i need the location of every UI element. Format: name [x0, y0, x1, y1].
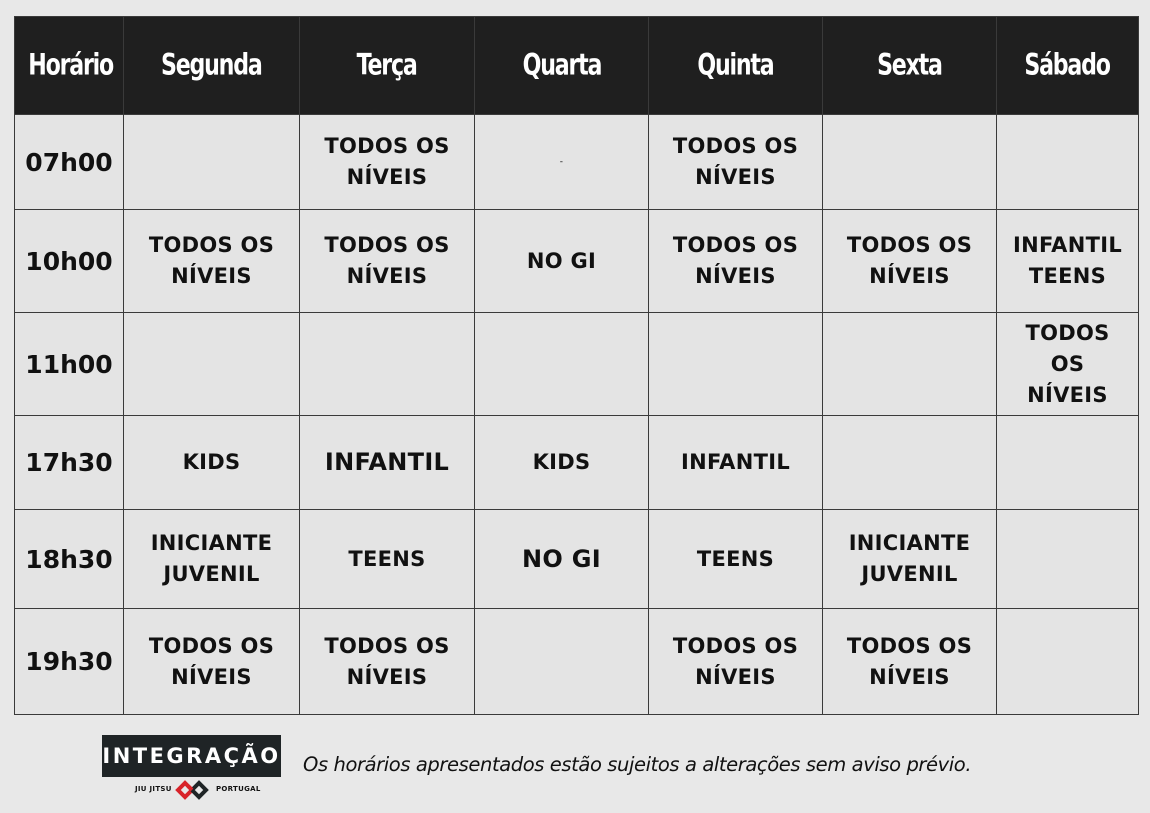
table-row: [15, 115, 1139, 210]
header-row: [15, 17, 1139, 115]
table-row: [15, 313, 1139, 416]
class-cell: TODOS OS NÍVEIS: [300, 210, 475, 313]
class-cell: TODOS OS NÍVEIS: [300, 609, 475, 715]
logo-knot-icon: [174, 778, 210, 802]
class-cell: [649, 313, 823, 416]
class-cell: TODOS OS NÍVEIS: [649, 609, 823, 715]
class-cell: INICIANTE JUVENIL: [823, 510, 997, 609]
time-cell: 11h00: [15, 313, 124, 416]
class-cell: TODOS OS NÍVEIS: [823, 210, 997, 313]
time-cell: 07h00: [15, 115, 124, 210]
class-cell: INFANTIL TEENS: [997, 210, 1139, 313]
class-cell: -: [475, 115, 649, 210]
schedule-disclaimer: Os horários apresentados estão sujeitos a alterações sem aviso prévio.: [303, 753, 972, 776]
class-cell: INICIANTE JUVENIL: [124, 510, 300, 609]
class-cell: [823, 115, 997, 210]
table-row: [15, 510, 1139, 609]
class-cell: NO GI: [475, 510, 649, 609]
class-cell: KIDS: [124, 416, 300, 510]
header-quarta: Quarta: [475, 17, 649, 115]
class-cell: TODOS OS NÍVEIS: [997, 313, 1139, 416]
class-cell: [997, 416, 1139, 510]
class-cell: [823, 416, 997, 510]
class-cell: [300, 313, 475, 416]
class-cell: TODOS OS NÍVEIS: [300, 115, 475, 210]
time-cell: 18h30: [15, 510, 124, 609]
class-cell: TODOS OS NÍVEIS: [124, 210, 300, 313]
logo-wordmark: INTEGRAÇÃO: [102, 735, 281, 777]
class-cell: KIDS: [475, 416, 649, 510]
class-cell: [475, 609, 649, 715]
class-cell: [997, 609, 1139, 715]
table-row: [15, 210, 1139, 313]
time-cell: 10h00: [15, 210, 124, 313]
class-cell: INFANTIL: [649, 416, 823, 510]
logo-subtitle-left: JIU JITSU: [135, 785, 172, 793]
logo-subtitle-right: PORTUGAL: [216, 785, 261, 793]
time-cell: 19h30: [15, 609, 124, 715]
header-segunda: Segunda: [124, 17, 300, 115]
class-cell: [823, 313, 997, 416]
class-cell: [475, 313, 649, 416]
class-cell: TODOS OS NÍVEIS: [649, 115, 823, 210]
header-terca: Terça: [300, 17, 475, 115]
header-sabado: Sábado: [997, 17, 1139, 115]
schedule-table: [14, 16, 1139, 715]
header-horario: Horário: [15, 17, 124, 115]
class-cell: TODOS OS NÍVEIS: [124, 609, 300, 715]
time-cell: 17h30: [15, 416, 124, 510]
header-quinta: Quinta: [649, 17, 823, 115]
class-cell: TODOS OS NÍVEIS: [823, 609, 997, 715]
class-cell: INFANTIL: [300, 416, 475, 510]
table-row: [15, 416, 1139, 510]
header-sexta: Sexta: [823, 17, 997, 115]
class-cell: [997, 510, 1139, 609]
integracao-logo: [102, 735, 281, 803]
class-cell: TEENS: [300, 510, 475, 609]
class-cell: [997, 115, 1139, 210]
table-row: [15, 609, 1139, 715]
class-cell: TODOS OS NÍVEIS: [649, 210, 823, 313]
class-cell: TEENS: [649, 510, 823, 609]
class-cell: NO GI: [475, 210, 649, 313]
class-cell: [124, 313, 300, 416]
class-cell: [124, 115, 300, 210]
